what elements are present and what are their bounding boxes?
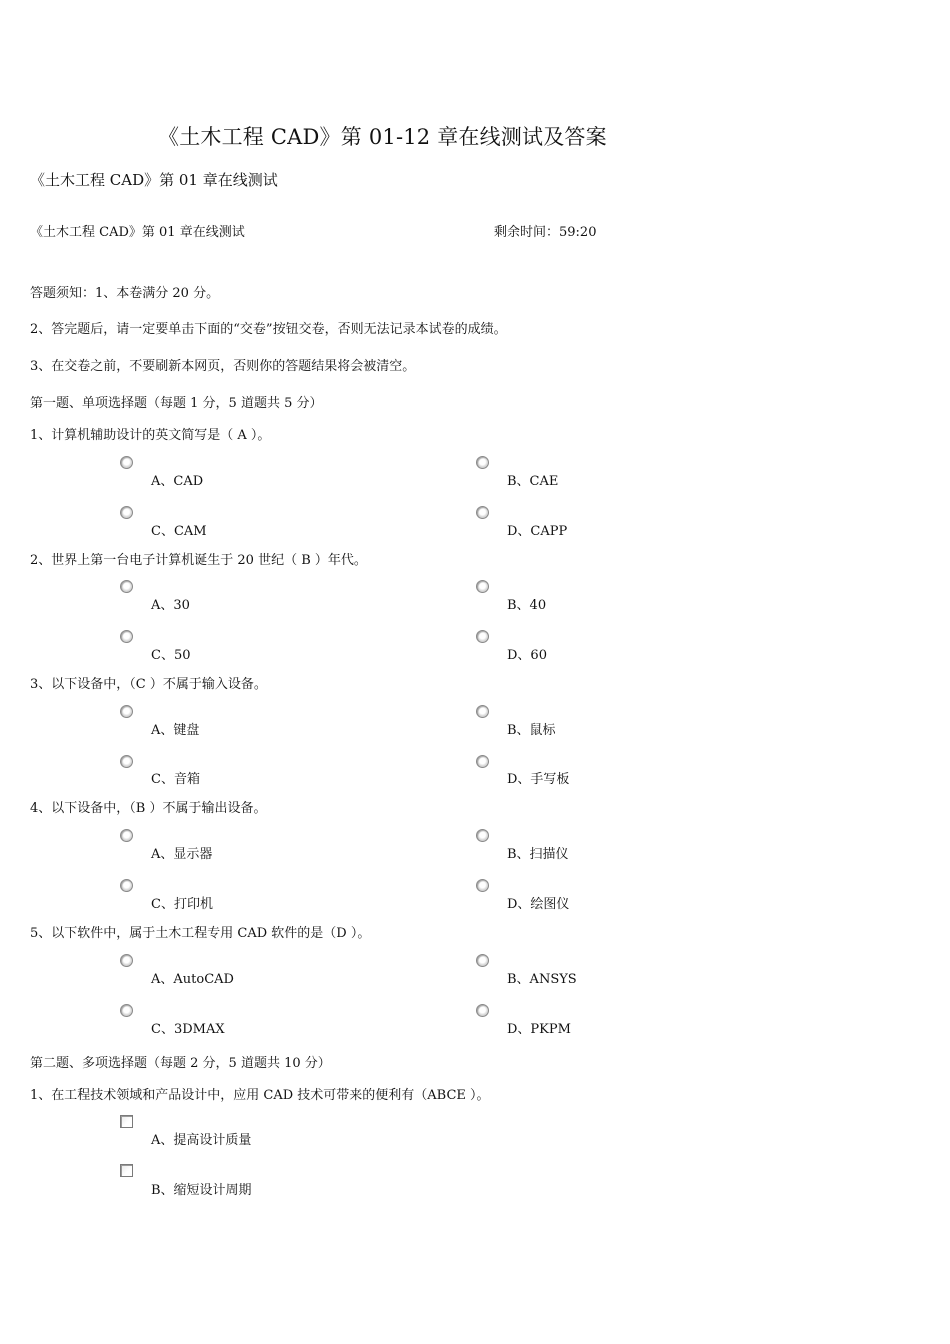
- option-q5-b: B、ANSYS: [507, 972, 577, 987]
- radio-q4-b[interactable]: [476, 829, 489, 842]
- radio-q3-d[interactable]: [476, 755, 489, 768]
- option-q1-d: D、CAPP: [507, 524, 568, 539]
- radio-q4-a[interactable]: [120, 829, 133, 842]
- instruction-3: 3、在交卷之前，不要刷新本网页，否则你的答题结果将会被清空。: [30, 359, 416, 374]
- option-q2-a: A、30: [151, 598, 190, 613]
- radio-q3-a[interactable]: [120, 705, 133, 718]
- checkbox-m1-b[interactable]: [120, 1164, 133, 1177]
- radio-q4-d[interactable]: [476, 879, 489, 892]
- section-2-title: 第二题、多项选择题（每题 2 分，5 道题共 10 分）: [30, 1056, 331, 1071]
- option-q3-d: D、手写板: [507, 772, 570, 787]
- radio-q1-a[interactable]: [120, 456, 133, 469]
- chapter-title: 《土木工程 CAD》第 01 章在线测试: [30, 171, 278, 189]
- option-q2-d: D、60: [507, 648, 547, 663]
- radio-q5-b[interactable]: [476, 954, 489, 967]
- option-q4-d: D、绘图仪: [507, 897, 570, 912]
- question-1-5: 5、以下软件中，属于土木工程专用 CAD 软件的是（D ）。: [30, 926, 371, 941]
- instruction-1: 答题须知：1、本卷满分 20 分。: [30, 286, 220, 301]
- option-m1-b: B、缩短设计周期: [151, 1183, 252, 1198]
- option-q3-c: C、音箱: [151, 772, 200, 787]
- question-1-2: 2、世界上第一台电子计算机诞生于 20 世纪（ B ）年代。: [30, 553, 367, 568]
- option-q5-a: A、AutoCAD: [151, 972, 234, 987]
- option-q5-d: D、PKPM: [507, 1022, 571, 1037]
- section-1-title: 第一题、单项选择题（每题 1 分，5 道题共 5 分）: [30, 396, 323, 411]
- option-q3-b: B、鼠标: [507, 723, 556, 738]
- checkbox-m1-a[interactable]: [120, 1115, 133, 1128]
- option-q1-c: C、CAM: [151, 524, 207, 539]
- radio-q2-c[interactable]: [120, 630, 133, 643]
- radio-q3-c[interactable]: [120, 755, 133, 768]
- radio-q2-a[interactable]: [120, 580, 133, 593]
- test-name: 《土木工程 CAD》第 01 章在线测试: [30, 225, 245, 240]
- question-1-4: 4、以下设备中，（B ）不属于输出设备。: [30, 801, 267, 816]
- question-1-1: 1、计算机辅助设计的英文简写是（ A ）。: [30, 428, 271, 443]
- radio-q3-b[interactable]: [476, 705, 489, 718]
- radio-q2-b[interactable]: [476, 580, 489, 593]
- radio-q5-a[interactable]: [120, 954, 133, 967]
- radio-q1-c[interactable]: [120, 506, 133, 519]
- remaining-time: 剩余时间：59:20: [494, 225, 597, 240]
- question-2-1: 1、在工程技术领域和产品设计中，应用 CAD 技术可带来的便利有（ABCE ）。: [30, 1088, 490, 1103]
- radio-q1-d[interactable]: [476, 506, 489, 519]
- radio-q1-b[interactable]: [476, 456, 489, 469]
- option-q3-a: A、键盘: [151, 723, 200, 738]
- main-title: 《土木工程 CAD》第 01-12 章在线测试及答案: [158, 125, 607, 149]
- option-q2-b: B、40: [507, 598, 547, 613]
- option-q4-c: C、打印机: [151, 897, 213, 912]
- option-q1-b: B、CAE: [507, 474, 559, 489]
- option-m1-a: A、提高设计质量: [151, 1133, 252, 1148]
- radio-q5-c[interactable]: [120, 1004, 133, 1017]
- instruction-2: 2、答完题后，请一定要单击下面的“交卷”按钮交卷，否则无法记录本试卷的成绩。: [30, 322, 507, 337]
- radio-q4-c[interactable]: [120, 879, 133, 892]
- question-1-3: 3、以下设备中，（C ）不属于输入设备。: [30, 677, 267, 692]
- option-q1-a: A、CAD: [151, 474, 204, 489]
- option-q4-a: A、显示器: [151, 847, 213, 862]
- option-q2-c: C、50: [151, 648, 191, 663]
- option-q4-b: B、扫描仪: [507, 847, 569, 862]
- radio-q2-d[interactable]: [476, 630, 489, 643]
- radio-q5-d[interactable]: [476, 1004, 489, 1017]
- option-q5-c: C、3DMAX: [151, 1022, 225, 1037]
